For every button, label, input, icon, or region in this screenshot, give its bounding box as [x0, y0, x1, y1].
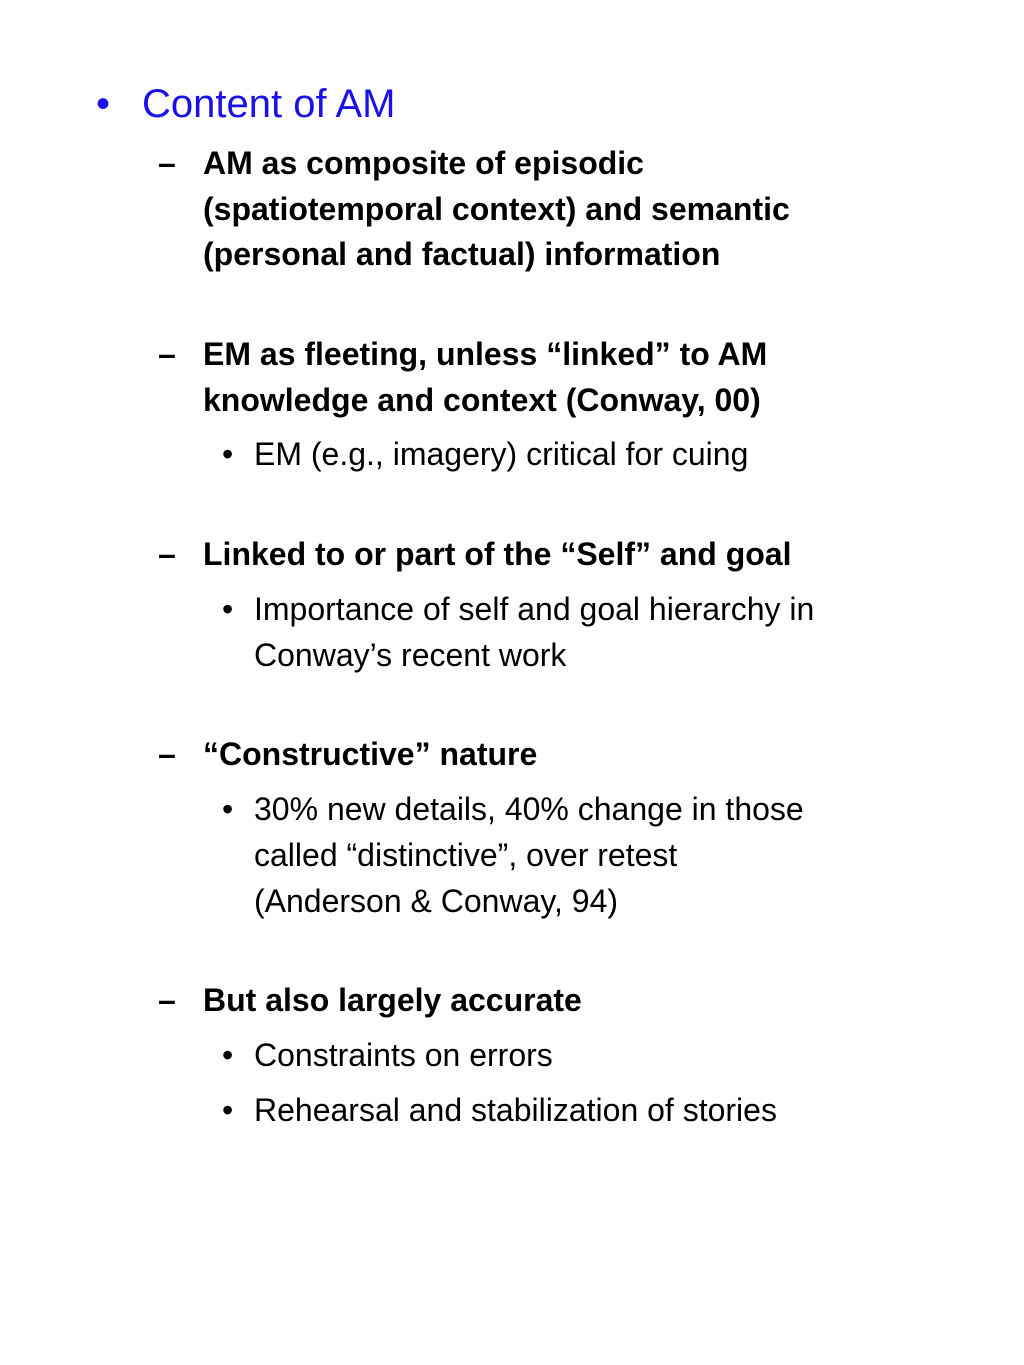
sub-bullet-marker: •: [222, 591, 234, 627]
item-3-line-1: Linked to or part of the “Self” and goal: [203, 536, 792, 572]
item-5-sub-1-line-1: Constraints on errors: [254, 1037, 553, 1073]
sub-bullet-marker: •: [222, 791, 234, 827]
sub-bullet-marker: •: [222, 1037, 234, 1073]
item-1-line-1: AM as composite of episodic: [203, 145, 644, 181]
dash-marker: –: [158, 736, 176, 772]
dash-marker: –: [158, 982, 176, 1018]
item-2-sub-1-line-1: EM (e.g., imagery) critical for cuing: [254, 436, 749, 472]
item-2-line-1: EM as fleeting, unless “linked” to AM: [203, 336, 768, 372]
sub-bullet-marker: •: [222, 1092, 234, 1128]
item-4-sub-1-line-1: 30% new details, 40% change in those: [254, 791, 804, 827]
item-1-line-3: (personal and factual) information: [203, 236, 721, 272]
sub-bullet-marker: •: [222, 436, 234, 472]
dash-marker: –: [158, 336, 176, 372]
item-2-line-2: knowledge and context (Conway, 00): [203, 382, 761, 418]
item-4-sub-1-line-2: called “distinctive”, over retest: [254, 837, 678, 873]
dash-marker: –: [158, 145, 176, 181]
item-4-line-1: “Constructive” nature: [203, 736, 538, 772]
dash-marker: –: [158, 536, 176, 572]
heading-text: Content of AM: [142, 82, 396, 126]
item-5-sub-2-line-1: Rehearsal and stabilization of stories: [254, 1092, 777, 1128]
item-3-sub-1-line-2: Conway’s recent work: [254, 637, 567, 673]
item-4-sub-1-line-3: (Anderson & Conway, 94): [254, 883, 619, 919]
heading-bullet: •: [96, 82, 111, 126]
item-1-line-2: (spatiotemporal context) and semantic: [203, 191, 790, 227]
item-5-line-1: But also largely accurate: [203, 982, 582, 1018]
item-3-sub-1-line-1: Importance of self and goal hierarchy in: [254, 591, 815, 627]
